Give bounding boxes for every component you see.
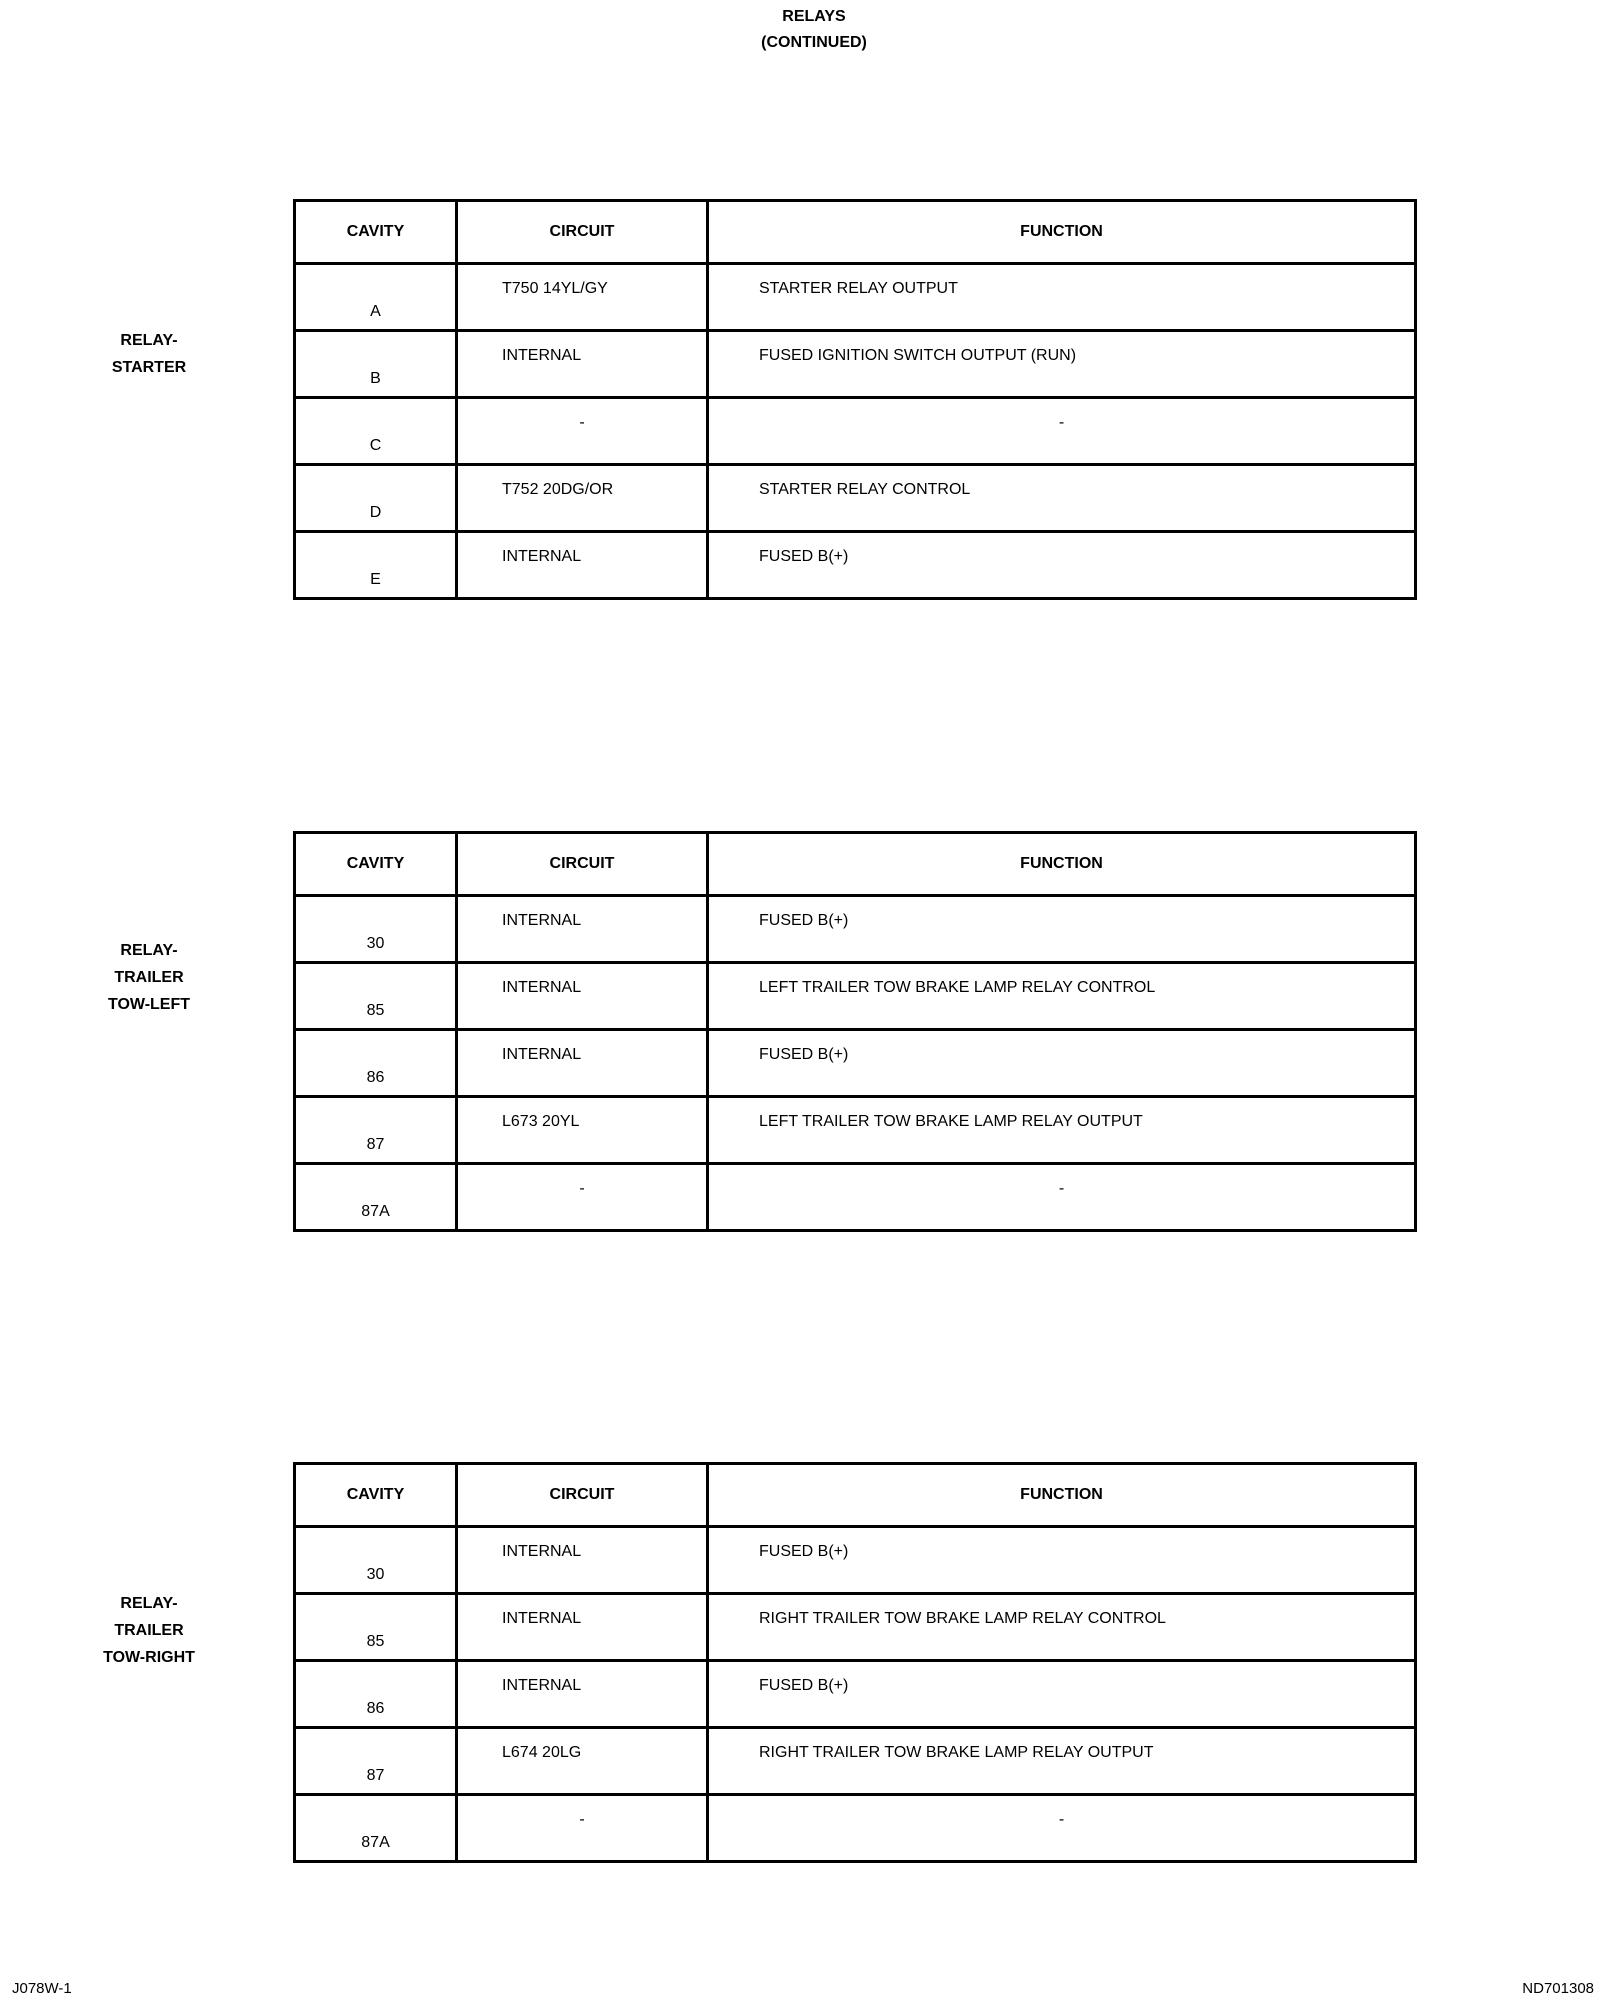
function-cell: FUSED B(+) bbox=[708, 1527, 1416, 1594]
table-row bbox=[295, 398, 1416, 465]
table-row bbox=[295, 1728, 1416, 1795]
circuit-cell: T750 14YL/GY bbox=[457, 264, 708, 331]
circuit-header: CIRCUIT bbox=[457, 1464, 708, 1527]
function-cell: - bbox=[708, 1164, 1416, 1231]
circuit-cell: INTERNAL bbox=[457, 896, 708, 963]
cavity-cell: 86 bbox=[295, 1661, 457, 1728]
cavity-cell: 87A bbox=[295, 1795, 457, 1862]
cavity-cell: 85 bbox=[295, 963, 457, 1030]
cavity-cell: 85 bbox=[295, 1594, 457, 1661]
circuit-cell: INTERNAL bbox=[457, 1030, 708, 1097]
label-line: TRAILER bbox=[114, 1622, 184, 1639]
label-line: TRAILER bbox=[114, 969, 184, 986]
table-row bbox=[295, 963, 1416, 1030]
circuit-cell: L674 20LG bbox=[457, 1728, 708, 1795]
table-row bbox=[295, 1527, 1416, 1594]
page-header bbox=[0, 4, 1600, 56]
function-cell: FUSED IGNITION SWITCH OUTPUT (RUN) bbox=[708, 331, 1416, 398]
circuit-cell: INTERNAL bbox=[457, 1661, 708, 1728]
function-cell: RIGHT TRAILER TOW BRAKE LAMP RELAY CONTROL bbox=[708, 1594, 1416, 1661]
circuit-cell: INTERNAL bbox=[457, 963, 708, 1030]
table-header-row bbox=[295, 1464, 1416, 1527]
circuit-cell: - bbox=[457, 398, 708, 465]
cavity-cell: D bbox=[295, 465, 457, 532]
table-row bbox=[295, 1594, 1416, 1661]
cavity-cell: A bbox=[295, 264, 457, 331]
circuit-cell: INTERNAL bbox=[457, 1527, 708, 1594]
circuit-cell: L673 20YL bbox=[457, 1097, 708, 1164]
page-subtitle: (CONTINUED) bbox=[761, 34, 867, 51]
label-line: RELAY- bbox=[120, 1595, 178, 1612]
cavity-cell: C bbox=[295, 398, 457, 465]
function-cell: STARTER RELAY CONTROL bbox=[708, 465, 1416, 532]
relay-trailer-tow-left-table bbox=[293, 831, 1417, 1232]
function-header: FUNCTION bbox=[708, 201, 1416, 264]
circuit-cell: INTERNAL bbox=[457, 532, 708, 599]
relay-trailer-tow-right-table bbox=[293, 1462, 1417, 1863]
relay-starter-label bbox=[90, 327, 208, 381]
circuit-cell: T752 20DG/OR bbox=[457, 465, 708, 532]
relay-trailer-tow-left-label bbox=[90, 937, 208, 1018]
cavity-header: CAVITY bbox=[295, 201, 457, 264]
cavity-cell: 86 bbox=[295, 1030, 457, 1097]
cavity-header: CAVITY bbox=[295, 833, 457, 896]
circuit-header: CIRCUIT bbox=[457, 833, 708, 896]
figure-id-left: J078W-1 bbox=[12, 1980, 72, 1997]
function-cell: - bbox=[708, 1795, 1416, 1862]
function-cell: FUSED B(+) bbox=[708, 896, 1416, 963]
relay-starter-table bbox=[293, 199, 1417, 600]
cavity-cell: 30 bbox=[295, 896, 457, 963]
cavity-cell: E bbox=[295, 532, 457, 599]
label-line: STARTER bbox=[111, 359, 187, 376]
circuit-cell: - bbox=[457, 1795, 708, 1862]
cavity-cell: 87 bbox=[295, 1097, 457, 1164]
table-header-row bbox=[295, 833, 1416, 896]
function-cell: - bbox=[708, 398, 1416, 465]
label-line: TOW-LEFT bbox=[107, 996, 191, 1013]
table-row bbox=[295, 465, 1416, 532]
table-row bbox=[295, 1795, 1416, 1862]
table-row bbox=[295, 264, 1416, 331]
circuit-cell: - bbox=[457, 1164, 708, 1231]
circuit-header: CIRCUIT bbox=[457, 201, 708, 264]
function-cell: FUSED B(+) bbox=[708, 532, 1416, 599]
table-row bbox=[295, 1164, 1416, 1231]
circuit-cell: INTERNAL bbox=[457, 1594, 708, 1661]
cavity-cell: B bbox=[295, 331, 457, 398]
cavity-header: CAVITY bbox=[295, 1464, 457, 1527]
table-header-row bbox=[295, 201, 1416, 264]
cavity-cell: 30 bbox=[295, 1527, 457, 1594]
function-cell: LEFT TRAILER TOW BRAKE LAMP RELAY OUTPUT bbox=[708, 1097, 1416, 1164]
label-line: RELAY- bbox=[120, 332, 178, 349]
table-row bbox=[295, 1030, 1416, 1097]
function-header: FUNCTION bbox=[708, 1464, 1416, 1527]
figure-id-right: ND701308 bbox=[1522, 1980, 1594, 1997]
function-cell: FUSED B(+) bbox=[708, 1030, 1416, 1097]
table-row bbox=[295, 532, 1416, 599]
cavity-cell: 87A bbox=[295, 1164, 457, 1231]
function-cell: STARTER RELAY OUTPUT bbox=[708, 264, 1416, 331]
function-cell: RIGHT TRAILER TOW BRAKE LAMP RELAY OUTPUT bbox=[708, 1728, 1416, 1795]
circuit-cell: INTERNAL bbox=[457, 331, 708, 398]
table-row bbox=[295, 1097, 1416, 1164]
label-line: TOW-RIGHT bbox=[103, 1649, 195, 1666]
function-cell: FUSED B(+) bbox=[708, 1661, 1416, 1728]
table-row bbox=[295, 1661, 1416, 1728]
function-header: FUNCTION bbox=[708, 833, 1416, 896]
table-row bbox=[295, 896, 1416, 963]
cavity-cell: 87 bbox=[295, 1728, 457, 1795]
function-cell: LEFT TRAILER TOW BRAKE LAMP RELAY CONTROL bbox=[708, 963, 1416, 1030]
label-line: RELAY- bbox=[120, 942, 178, 959]
page-title: RELAYS bbox=[782, 8, 846, 25]
table-row bbox=[295, 331, 1416, 398]
relay-trailer-tow-right-label bbox=[90, 1590, 208, 1671]
